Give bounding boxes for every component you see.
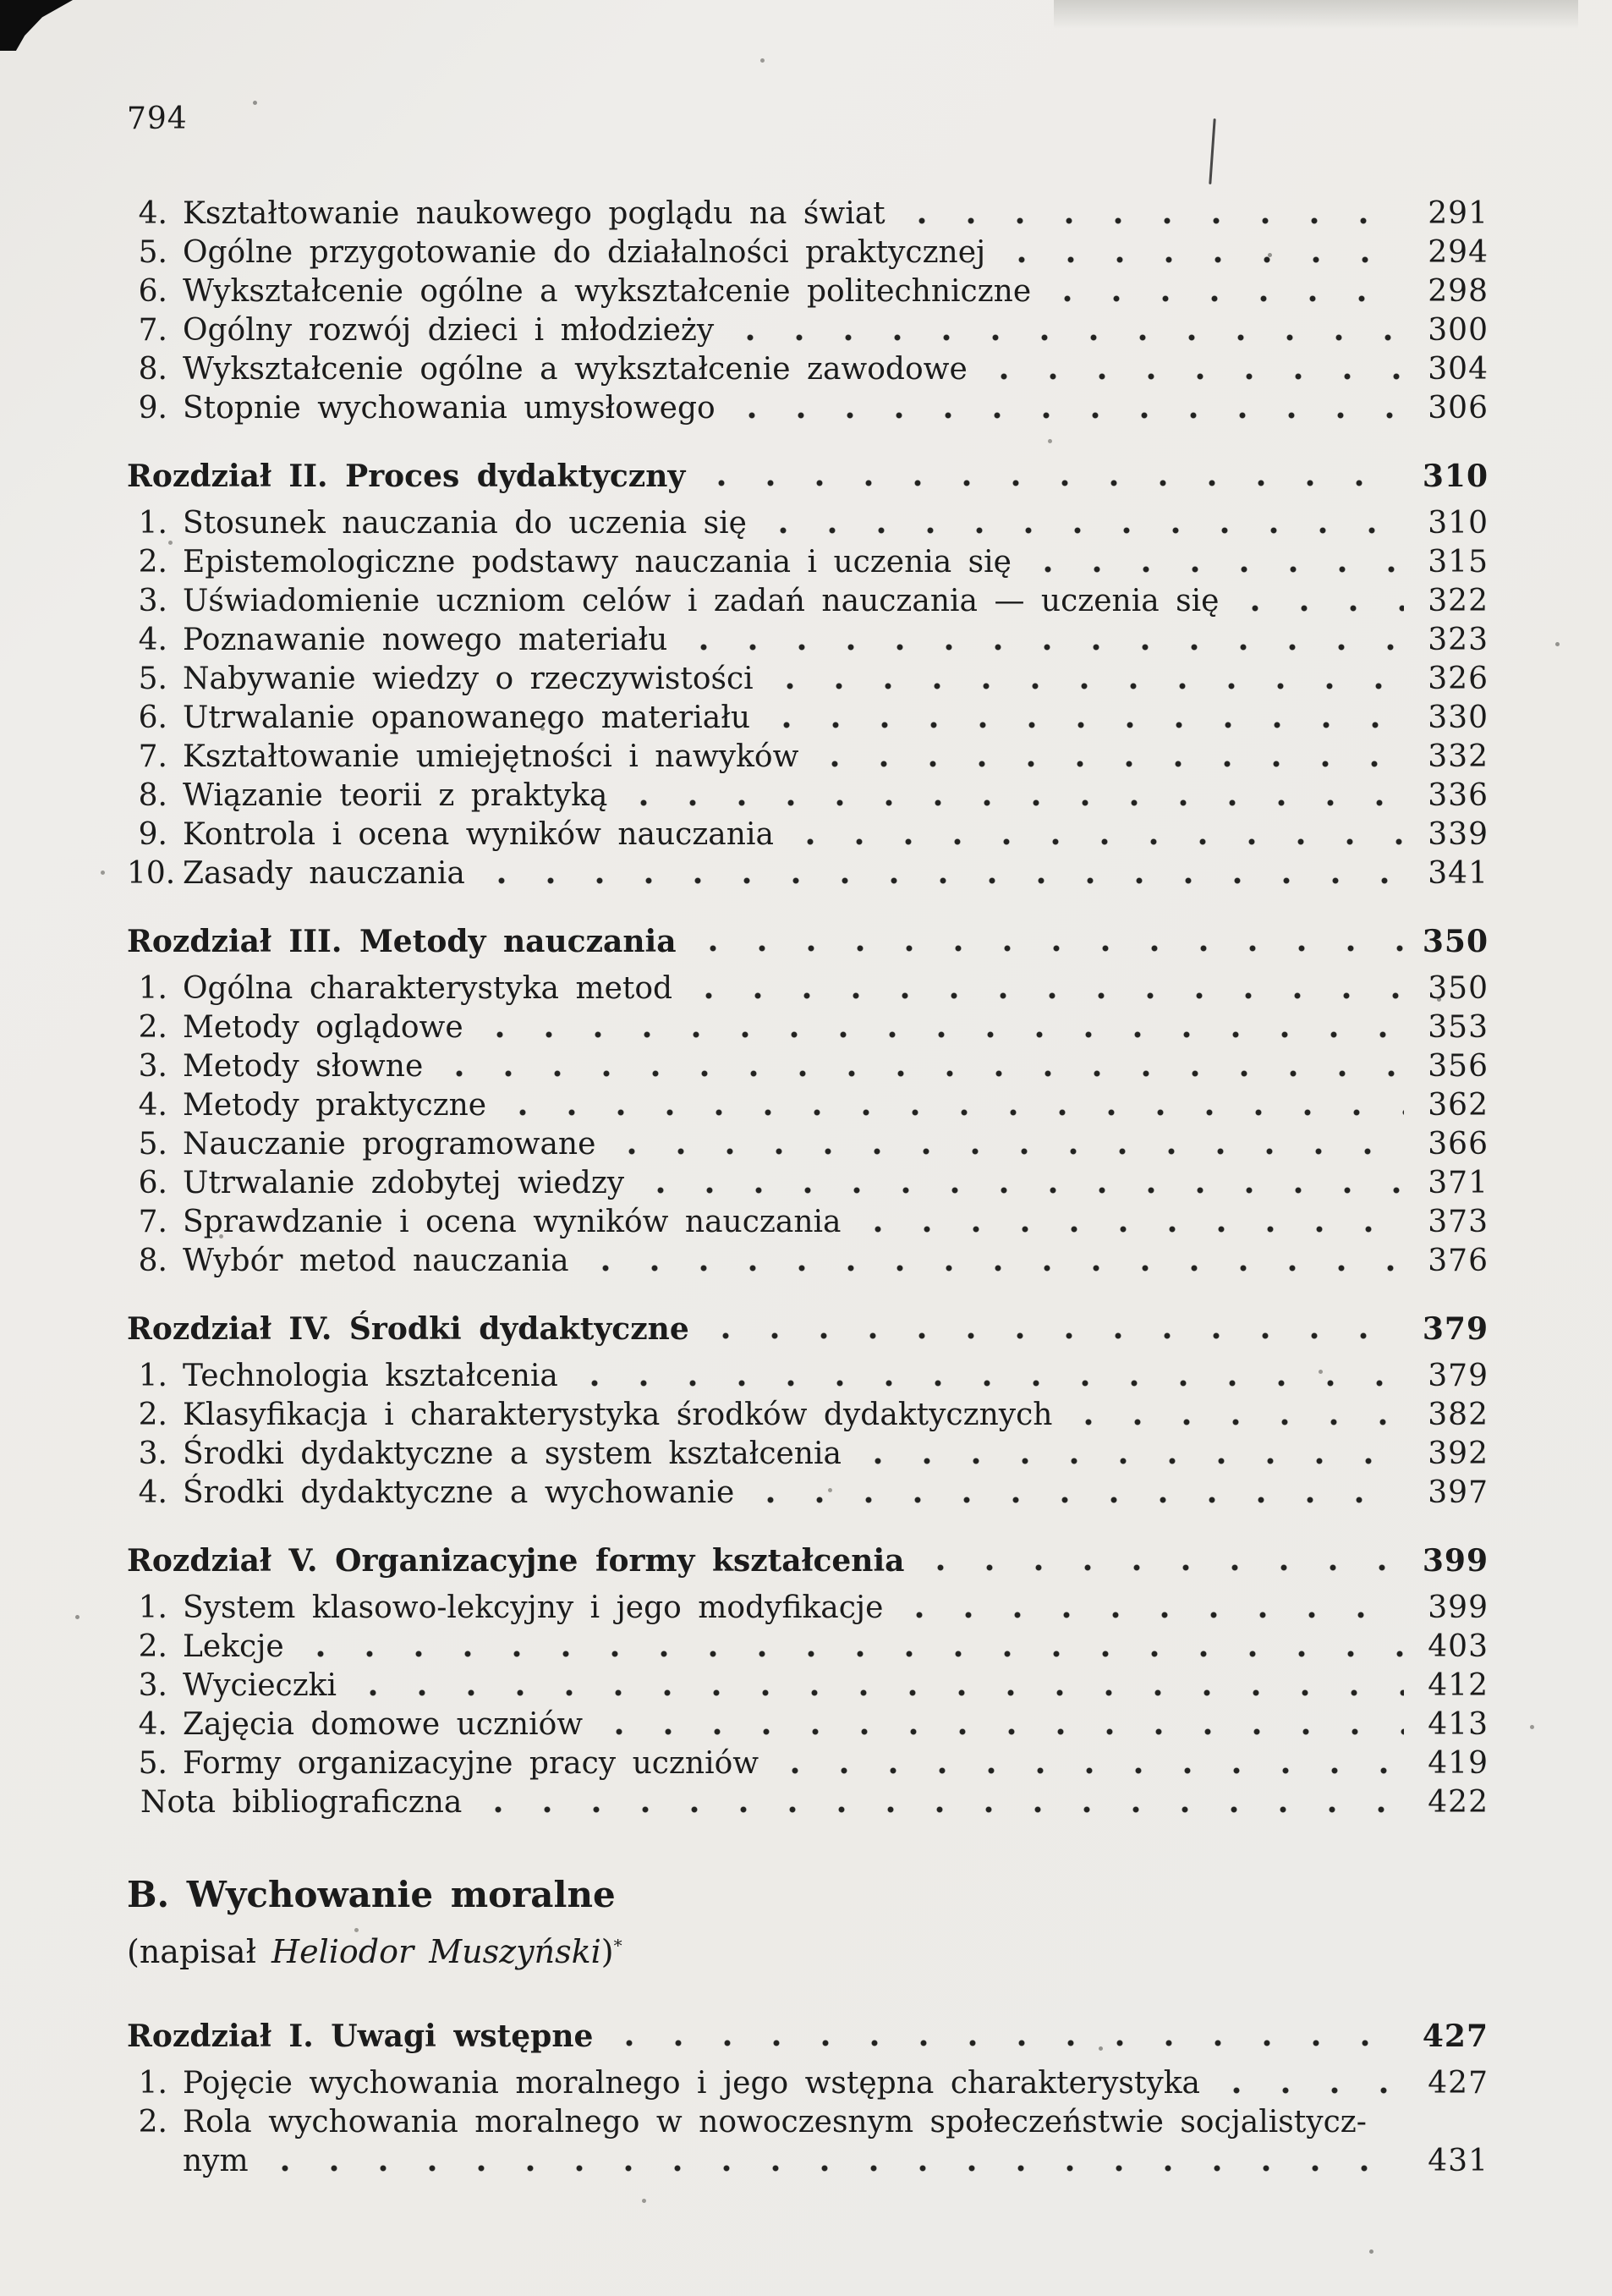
item-title: Utrwalanie opanowanego materiału [183,700,751,735]
item-page-number: 300 [1428,313,1489,348]
chapter-heading-row [127,457,1489,496]
item-title: Nauczanie programowane [183,1127,596,1162]
dot-leader [1219,582,1404,621]
toc-item [127,1744,1489,1783]
chapter-heading: Rozdział IV. Środki dydaktyczne [127,1311,689,1347]
dot-leader [284,1628,1404,1667]
chapter-page-number: 427 [1422,2019,1489,2054]
item-number: 4. [138,196,167,231]
chapter-heading-row [127,1310,1489,1348]
item-number: 1. [138,1590,167,1625]
toc-item [127,1783,1489,1822]
item-title: Metody praktyczne [183,1088,487,1123]
dot-leader [595,1125,1404,1164]
item-number: 1. [138,971,167,1006]
toc-item [127,1008,1489,1047]
chapter-heading-row [127,922,1489,961]
toc-item [127,1164,1489,1203]
item-number: 9. [138,817,167,852]
byline-close: ) [600,1933,614,1970]
toc-item [127,272,1489,311]
item-title: Epistemologiczne podstawy nauczania i uczenia się [183,545,1012,579]
item-title: Poznawanie nowego materiału [183,623,668,657]
item-number: 7. [138,1205,167,1239]
toc-item [127,660,1489,699]
dot-leader [558,1357,1404,1396]
item-page-number: 291 [1428,196,1489,231]
item-number: 9. [138,391,167,426]
dot-leader [1200,2064,1404,2103]
scan-edge-shadow [1054,0,1578,29]
dot-leader [667,621,1404,660]
toc-item [127,1047,1489,1086]
toc-item [127,1242,1489,1281]
byline-footnote-mark: * [613,1935,622,1956]
toc-item [127,621,1489,660]
item-title: Wykształcenie ogólne a wykształcenie zawodowe [183,352,968,387]
item-number: 6. [138,1166,167,1200]
item-page-number: 356 [1428,1049,1489,1084]
dot-leader [904,1541,1404,1580]
item-page-number: 392 [1428,1436,1489,1471]
dot-leader [842,1203,1405,1242]
item-title: Nota bibliograficzna [140,1785,463,1820]
item-title: Środki dydaktyczne a system kształcenia [183,1436,842,1471]
item-number: 3. [138,1436,167,1471]
chapter-heading-row [127,1541,1489,1580]
item-title: Wiązanie teorii z praktyką [183,778,608,813]
chapter-page-number: 350 [1422,924,1489,959]
item-title: Wykształcenie ogólne a wykształcenie politechniczne [183,274,1032,309]
dot-leader [689,1310,1404,1348]
dot-leader [716,389,1404,428]
dot-leader [486,1086,1404,1125]
item-number: 4. [138,1475,167,1510]
scan-noise-specks [0,0,3,3]
dot-leader [423,1047,1404,1086]
item-page-number: 397 [1428,1475,1489,1510]
part-b-block [127,1873,1489,2181]
toc-item [127,1086,1489,1125]
item-number: 10. [127,856,176,891]
item-number-spacer [127,2142,167,2181]
item-title: Kontrola i ocena wyników nauczania [183,817,774,852]
toc-item [127,311,1489,350]
toc-item [127,389,1489,428]
item-page-number: 382 [1428,1398,1489,1432]
item-number: 1. [138,506,167,541]
item-page-number: 341 [1428,856,1489,891]
dot-leader [583,1706,1404,1744]
item-page-number: 336 [1428,778,1489,813]
item-number: 2. [138,545,167,579]
item-title: Utrwalanie zdobytej wiedzy [183,1166,625,1200]
chapter-heading: Rozdział I. Uwagi wstępne [127,2019,594,2054]
dot-leader [337,1667,1404,1706]
byline-open: (napisał [127,1933,271,1970]
item-page-number: 399 [1428,1590,1489,1625]
item-title: Ogólna charakterystyka metod [183,971,673,1006]
dot-leader [883,1589,1404,1628]
dot-leader [759,1744,1404,1783]
item-page-number: 322 [1428,584,1489,618]
item-number: 5. [138,235,167,270]
toc-item [127,1589,1489,1628]
item-title: Stopnie wychowania umysłowego [183,391,716,426]
toc-part-b [127,2017,1489,2181]
toc-item [127,1203,1489,1242]
toc-item [127,350,1489,389]
toc-item [127,816,1489,854]
toc-section [127,1310,1489,1513]
item-number: 3. [138,1668,167,1703]
toc-item [127,969,1489,1008]
page-number: 794 [127,102,188,136]
dot-leader [677,922,1404,961]
dot-leader [985,233,1404,272]
dot-leader [1012,543,1404,582]
item-page-number: 310 [1428,506,1489,541]
item-page-number: 431 [1428,2144,1489,2178]
item-number: 2. [138,1398,167,1432]
dot-leader [672,969,1404,1008]
item-title: Pojęcie wychowania moralnego i jego wstępna charakterystyka [183,2066,1200,2101]
dot-leader [685,457,1404,496]
item-title: Wybór metod nauczania [183,1244,569,1278]
item-number: 1. [138,2066,167,2101]
part-b-title: B. Wychowanie moralne [127,1874,616,1915]
toc-section [127,1541,1489,1822]
item-page-number: 298 [1428,274,1489,309]
item-number: 8. [138,1244,167,1278]
item-title: Metody słowne [183,1049,424,1084]
item-title: Wycieczki [183,1668,337,1703]
toc-item [127,1125,1489,1164]
item-page-number: 323 [1428,623,1489,657]
table-of-contents-page [127,100,1489,2181]
item-number: 1. [138,1359,167,1393]
item-page-number: 403 [1428,1629,1489,1664]
item-page-number: 427 [1428,2066,1489,2101]
item-title: Formy organizacyjne pracy uczniów [183,1746,759,1781]
chapter-heading-row [127,2017,1489,2056]
chapter-page-number: 399 [1422,1543,1489,1579]
toc-item [127,2064,1489,2103]
item-page-number: 373 [1428,1205,1489,1239]
dot-leader [747,504,1404,543]
toc-section [127,2017,1489,2181]
item-number: 4. [138,1707,167,1742]
dot-leader [465,854,1404,893]
item-title: Ogólny rozwój dzieci i młodzieży [183,313,715,348]
item-number: 5. [138,1127,167,1162]
item-title: Nabywanie wiedzy o rzeczywistości [183,662,754,696]
chapter-page-number: 379 [1422,1311,1489,1347]
dot-leader [754,660,1404,699]
dot-leader [774,816,1404,854]
toc-section [127,457,1489,893]
item-number: 2. [138,1629,167,1664]
item-title: Kształtowanie umiejętności i nawyków [183,739,799,774]
item-page-number: 294 [1428,235,1489,270]
item-page-number: 362 [1428,1088,1489,1123]
item-number: 3. [138,1049,167,1084]
toc-item [127,1474,1489,1513]
dot-leader [249,2142,1404,2181]
toc-item [127,1667,1489,1706]
item-number: 2. [138,2105,167,2139]
toc-item [127,1357,1489,1396]
toc-item [127,1628,1489,1667]
dot-leader [798,738,1404,777]
byline-author: Heliodor Muszyński [271,1933,601,1970]
toc-item [127,2103,1489,2142]
item-number: 4. [138,623,167,657]
toc-item [127,1435,1489,1474]
item-title: Stosunek nauczania do uczenia się [183,506,747,541]
item-page-number: 412 [1428,1668,1489,1703]
item-number: 5. [138,662,167,696]
toc-item [127,1706,1489,1744]
item-number: 2. [138,1010,167,1045]
item-page-number: 350 [1428,971,1489,1006]
item-number: 3. [138,584,167,618]
dot-leader [968,350,1404,389]
toc-item [127,582,1489,621]
toc-item [127,699,1489,738]
dot-leader [624,1164,1404,1203]
item-page-number: 315 [1428,545,1489,579]
item-title: Uświadomienie uczniom celów i zadań nauczania — uczenia się [183,584,1220,618]
item-title: Ogólne przygotowanie do działalności praktycznej [183,235,986,270]
item-page-number: 419 [1428,1746,1489,1781]
dot-leader [607,777,1404,816]
item-number: 7. [138,313,167,348]
chapter-heading: Rozdział III. Metody nauczania [127,924,677,959]
toc-section [127,195,1489,428]
item-number: 7. [138,739,167,774]
item-title: Kształtowanie naukowego poglądu na świat [183,196,886,231]
toc-item [127,1396,1489,1435]
item-title: Klasyfikacja i charakterystyka środków dydaktycznych [183,1398,1053,1432]
item-number: 8. [138,778,167,813]
toc-item [127,195,1489,233]
dot-leader [569,1242,1404,1281]
item-page-number: 371 [1428,1166,1489,1200]
dot-leader [463,1008,1404,1047]
item-page-number: 366 [1428,1127,1489,1162]
item-number: 8. [138,352,167,387]
item-number: 6. [138,700,167,735]
dot-leader [734,1474,1404,1513]
toc-part-a [127,195,1489,1822]
item-title: System klasowo-lekcyjny i jego modyfikacje [183,1590,884,1625]
item-page-number: 413 [1428,1707,1489,1742]
dot-leader [593,2017,1404,2056]
item-title: Lekcje [183,1629,284,1664]
item-page-number: 376 [1428,1244,1489,1278]
chapter-heading: Rozdział II. Proces dydaktyczny [127,459,686,494]
dot-leader [462,1783,1404,1822]
item-title: Środki dydaktyczne a wychowanie [183,1475,735,1510]
item-title: Technologia kształcenia [183,1359,558,1393]
chapter-page-number: 310 [1422,459,1489,494]
item-number: 4. [138,1088,167,1123]
item-page-number: 326 [1428,662,1489,696]
part-b-byline [127,1931,1489,1973]
toc-item [127,777,1489,816]
item-title-continuation: nym [183,2144,249,2178]
item-page-number: 306 [1428,391,1489,426]
dot-leader [842,1435,1404,1474]
toc-item [127,504,1489,543]
toc-item [127,543,1489,582]
item-title: Zasady nauczania [183,856,465,891]
toc-item [127,233,1489,272]
dot-leader [886,195,1404,233]
toc-item [127,738,1489,777]
item-number: 6. [138,274,167,309]
dot-leader [714,311,1404,350]
item-title: Sprawdzanie i ocena wyników nauczania [183,1205,842,1239]
item-title: Rola wychowania moralnego w nowoczesnym społeczeństwie socjalistycz- [183,2105,1367,2139]
item-number: 5. [138,1746,167,1781]
item-page-number: 379 [1428,1359,1489,1393]
dot-leader [1052,1396,1404,1435]
item-page-number: 353 [1428,1010,1489,1045]
dot-leader [1031,272,1404,311]
toc-item-continuation [127,2142,1489,2181]
item-page-number: 332 [1428,739,1489,774]
item-page-number: 422 [1428,1785,1489,1820]
item-title: Metody oglądowe [183,1010,463,1045]
dot-leader [750,699,1404,738]
item-page-number: 339 [1428,817,1489,852]
item-page-number: 304 [1428,352,1489,387]
chapter-heading: Rozdział V. Organizacyjne formy kształcenia [127,1543,905,1579]
item-title: Zajęcia domowe uczniów [183,1707,584,1742]
toc-item [127,854,1489,893]
item-page-number: 330 [1428,700,1489,735]
toc-section [127,922,1489,1281]
